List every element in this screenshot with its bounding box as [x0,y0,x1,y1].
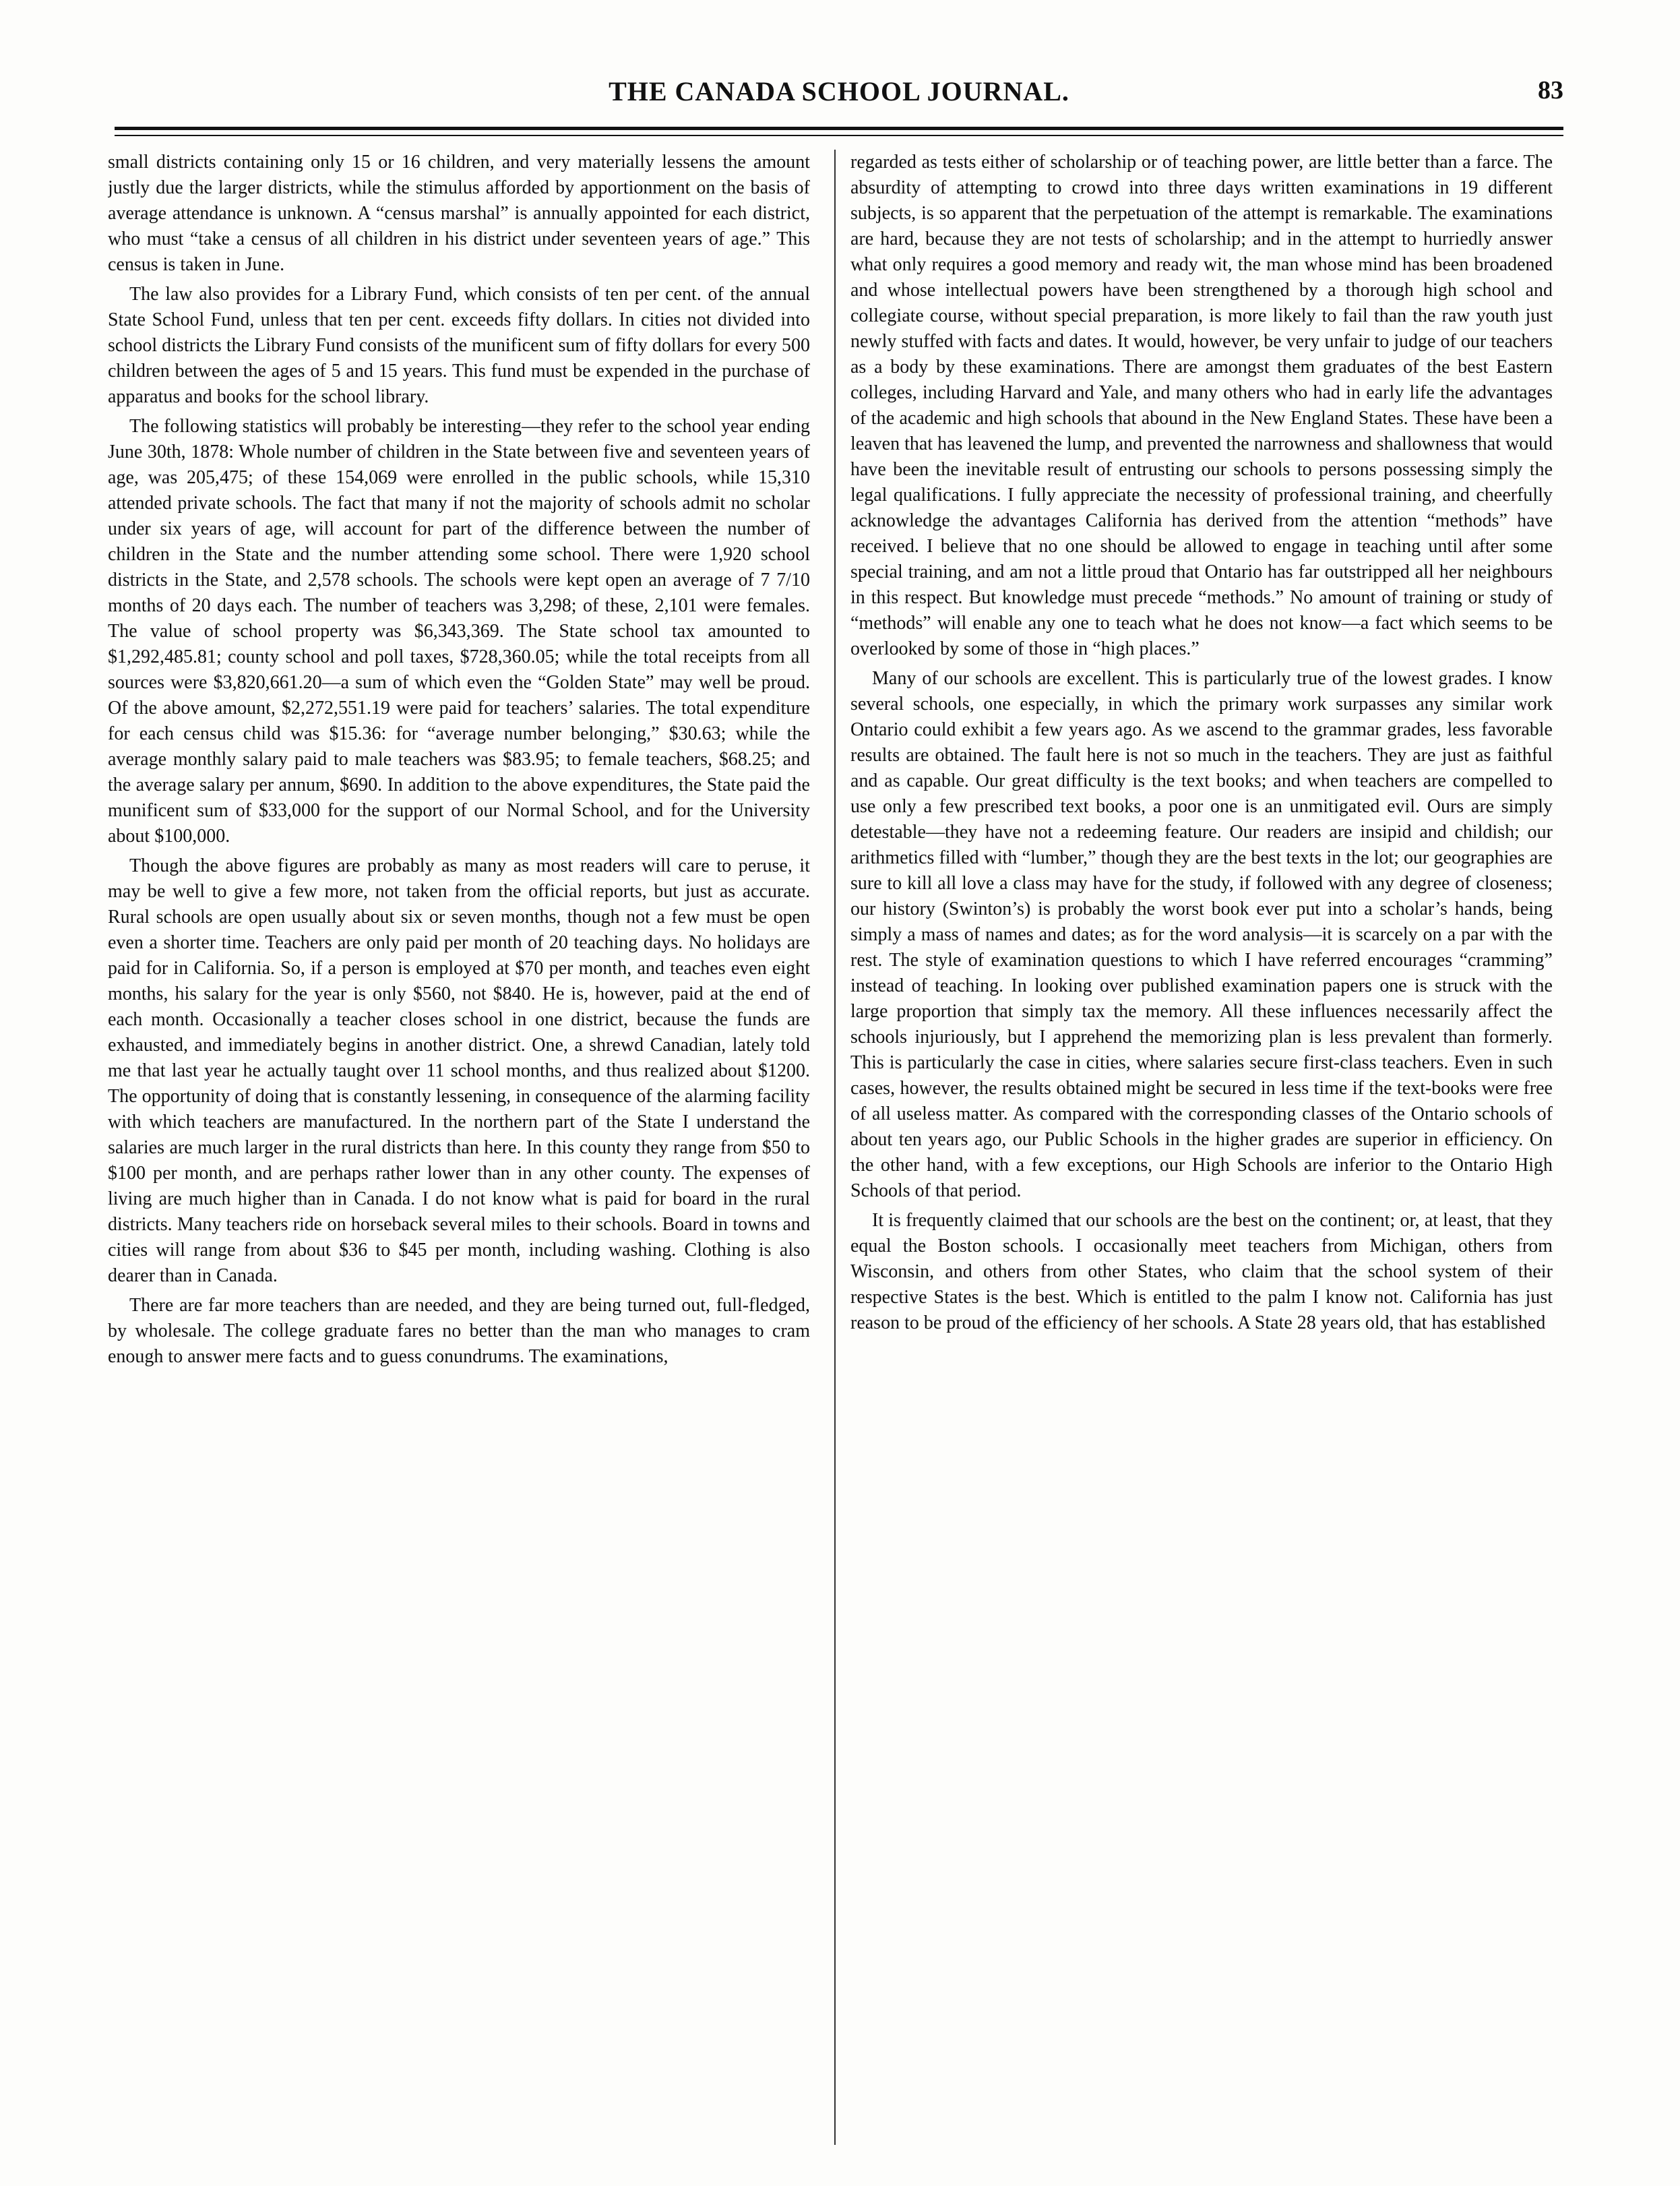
right-column [850,150,1553,2145]
header-rule-thin [115,135,1563,136]
paragraph: There are far more teachers than are needed, and they are being turned out, full-fledged, by wholesale. The college graduate fares no better than the man who manages to cram enough to answer mere facts and to guess conundrums. The examinations, [108,1295,810,1367]
journal-title: THE CANADA SCHOOL JOURNAL. [609,76,1069,107]
paragraph: The law also provides for a Library Fund, which consists of ten per cent. of the annual State School Fund, unless that ten per cent. exceeds fifty dollars. In cities not divided into school districts the Library Fund consists of the munificent sum of fifty dollars for every 500 children between the ages of 5 and 15 years. This fund must be expended in the purchase of apparatus and books for the school library. [108,284,810,407]
left-column [108,150,810,2145]
header-rule-thick [115,127,1563,130]
paragraph: Many of our schools are excellent. This is particularly true of the lowest grades. I know several schools, one especially, in which the primary work surpasses any similar work Ontario could exhibit a few years ago. As we ascend to the grammar grades, less favorable results are obtained. The fault here is not so much in the teachers. They are just as faithful and as capable. Our great difficulty is the text books; and when teachers are compelled to use only a few prescribed text books, a poor one is an unmitigated evil. Ours are simply detestable—they have not a redeeming feature. Our readers are insipid and childish; our arithmetics filled with “lumber,” though they are the best texts in the lot; our geographies are sure to kill all love a class may have for the study, if followed with any degree of closeness; our history (Swinton’s) is probably the worst book ever put into a scholar’s hands, being simply a mass of names and dates; as for the word analysis—it is scarcely on a par with the rest. The style of examination questions to which I have referred encourages “cramming” instead of teaching. In looking over published examination papers one is struck with the large proportion that simply tax the memory. All these influences necessarily affect the schools injuriously, but I apprehend the memorizing plan is less prevalent than formerly. This is particularly the case in cities, where salaries secure first-class teachers. Even in such cases, however, the results obtained might be secured in less time if the text-books were free of all useless matter. As compared with the corresponding classes of the Ontario schools of about ten years ago, our Public Schools in the higher grades are superior in efficiency. On the other hand, with a few exceptions, our High Schools are inferior to the Ontario High Schools of that period. [850,668,1553,1201]
running-head [115,75,1563,116]
paragraph: regarded as tests either of scholarship or of teaching power, are little better than a farce. The absurdity of attempting to crowd into three days written examinations in 19 different subjects, is so apparent that the perpetuation of the attempt is remarkable. The examinations are hard, because they are not tests of scholarship; and in the attempt to hurriedly answer what only requires a good memory and ready wit, the man whose mind has been broadened and whose intellectual powers have been strengthened by a thorough high school and collegiate course, without special preparation, is more likely to fail than the raw youth just newly stuffed with facts and dates. It would, however, be very unfair to judge of our teachers as a body by these examinations. There are amongst them graduates of the best Eastern colleges, including Harvard and Yale, and many others who had in early life the advantages of the academic and high schools that abound in the New England States. These have been a leaven that has leavened the lump, and prevented the narrowness and shallowness that would have been the inevitable result of entrusting our schools to persons possessing simply the legal qualifications. I fully appreciate the necessity of professional training, and cheerfully acknowledge the advantages California has derived from the attention “methods” have received. I believe that no one should be allowed to engage in teaching until after some special training, and am not a little proud that Ontario has far outstripped all her neighbours in this respect. But knowledge must precede “methods.” No amount of training or study of “methods” will enable any one to teach what he does not know—a fact which seems to be overlooked by some of those in “high places.” [850,152,1553,659]
paragraph: The following statistics will probably be interesting—they refer to the school year ending June 30th, 1878: Whole number of children in the State between five and seventeen years of age, was 205,475; of these 154,069 were enrolled in the public schools, while 15,310 attended private schools. The fact that many if not the majority of schools admit no scholar under six years of age, will account for part of the difference between the number of children in the State and the number attending some school. There were 1,920 school districts in the State, and 2,578 schools. The schools were kept open an average of 7 7/10 months of 20 days each. The number of teachers was 3,298; of these, 2,101 were females. The value of school property was $6,343,369. The State school tax amounted to $1,292,485.81; county school and poll taxes, $728,360.05; while the total receipts from all sources were $3,820,661.20—a sum of which even the “Golden State” may well be proud. Of the above amount, $2,272,551.19 were paid for teachers’ salaries. The total expenditure for each census child was $15.36: for “average number belonging,” $30.63; while the average monthly salary paid to male teachers was $83.95; to female teachers, $68.25; and the average salary per annum, $690. In addition to the above expenditures, the State paid the munificent sum of $33,000 for the support of our Normal School, and for the University about $100,000. [108,416,810,847]
paragraph: It is frequently claimed that our schools are the best on the continent; or, at least, that they equal the Boston schools. I occasionally meet teachers from Michigan, others from Wisconsin, and others from other States, who claim that the school system of their respective States is the best. Which is entitled to the palm I know not. California has just reason to be proud of the efficiency of her schools. A State 28 years old, that has established [850,1210,1553,1333]
paragraph: small districts containing only 15 or 16 children, and very materially lessens the amount justly due the larger districts, while the stimulus afforded by apportionment on the basis of average attendance is unknown. A “census marshal” is annually appointed for each district, who must “take a census of all children in his district under seventeen years of age.” This census is taken in June. [108,152,810,275]
paragraph: Though the above figures are probably as many as most readers will care to peruse, it may be well to give a few more, not taken from the official reports, but just as accurate. Rural schools are open usually about six or seven months, though not a few must be open even a shorter time. Teachers are only paid per month of 20 teaching days. No holidays are paid for in California. So, if a person is employed at $70 per month, and teaches even eight months, his salary for the year is only $560, not $840. He is, however, paid at the end of each month. Occasionally a teacher closes school in one district, because the funds are exhausted, and immediately begins in another district. One, a shrewd Canadian, lately told me that last year he actually taught over 11 school months, and thus realized about $1200. The opportunity of doing that is constantly lessening, in consequence of the alarming facility with which teachers are manufactured. In the northern part of the State I understand the salaries are much larger in the rural districts than here. In this county they range from $50 to $100 per month, and are perhaps rather lower than in any other county. The expenses of living are much higher than in Canada. I do not know what is paid for board in the rural districts. Many teachers ride on horseback several miles to their schools. Board in towns and cities will range from about $36 to $45 per month, including washing. Clothing is also dearer than in Canada. [108,855,810,1286]
column-divider [834,150,836,2145]
page-number: 83 [1538,76,1563,104]
